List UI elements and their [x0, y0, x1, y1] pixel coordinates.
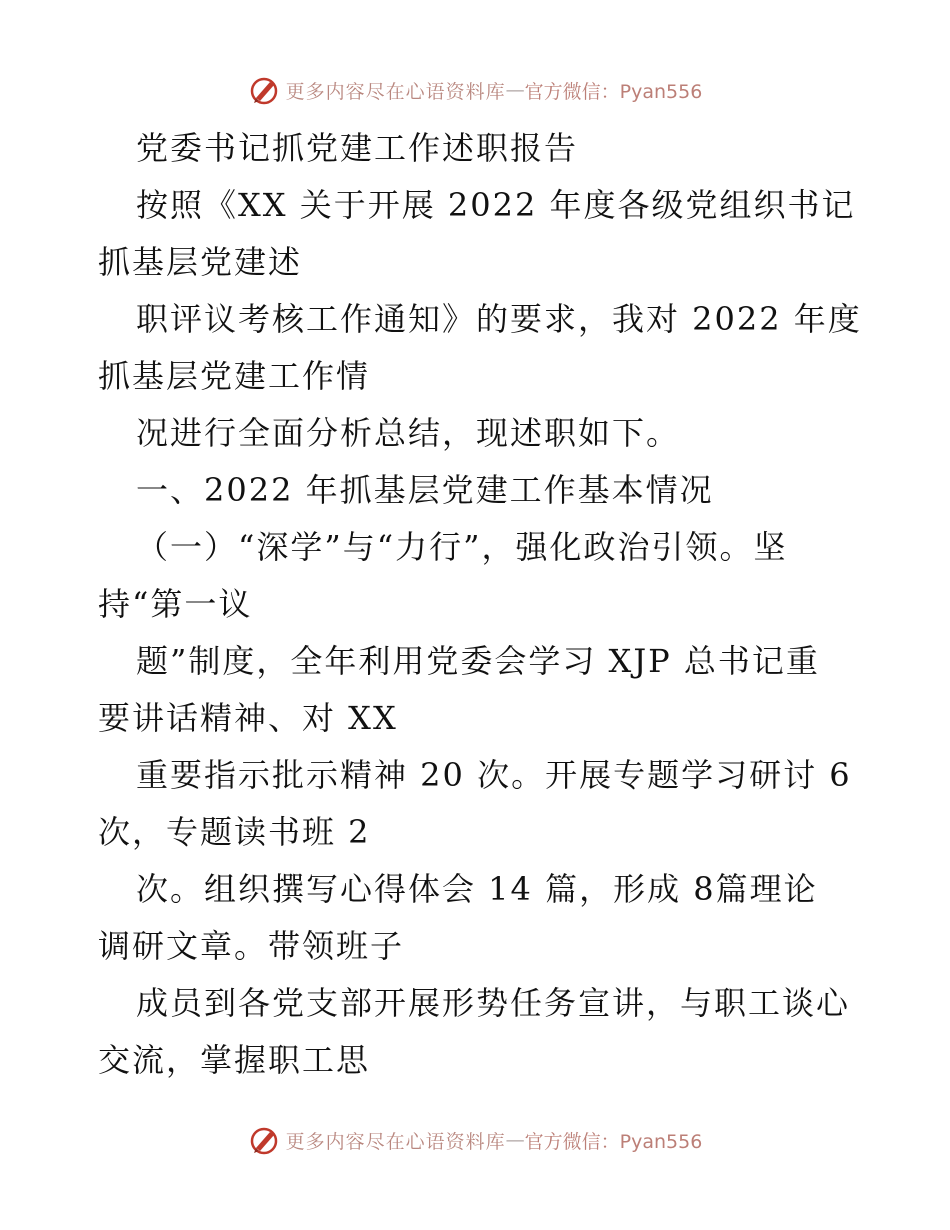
document-line: 抓基层党建述	[98, 243, 303, 281]
document-line: 次，专题读书班 2	[98, 813, 371, 851]
header-watermark-banner	[0, 70, 950, 110]
footer-banner-text: 更多内容尽在心语资料库	[285, 1130, 506, 1153]
document-line: 要讲话精神、对 XX	[98, 699, 398, 737]
footer-banner-wechat: 官方微信：Pyan556	[524, 1130, 703, 1153]
document-line: 按照《XX 关于开展 2022 年度各级党组织书记	[136, 186, 856, 224]
document-line: 职评议考核工作通知》的要求，我对 2022 年度	[136, 300, 862, 338]
document-line: 一、2022 年抓基层党建工作基本情况	[136, 471, 714, 509]
document-line: 抓基层党建工作情	[98, 357, 371, 395]
footer-watermark-banner	[0, 1120, 950, 1160]
document-line: 题”制度，全年利用党委会学习 XJP 总书记重	[136, 642, 820, 680]
document-line: 重要指示批示精神 20 次。开展专题学习研讨 6	[136, 756, 852, 794]
document-line: 况进行全面分析总结，现述职如下。	[136, 414, 681, 452]
document-line: 交流，掌握职工思	[98, 1041, 371, 1079]
pen-logo-icon	[248, 1124, 280, 1156]
document-body	[98, 120, 862, 1089]
footer-banner-separator: —	[505, 1129, 525, 1151]
document-line: 持“第一议	[98, 585, 253, 623]
document-line: （一）“深学”与“力行”，强化政治引领。坚	[136, 528, 788, 566]
header-banner-wechat: 官方微信：Pyan556	[524, 80, 703, 103]
document-line: 成员到各党支部开展形势任务宣讲，与职工谈心	[136, 984, 851, 1022]
header-banner-text: 更多内容尽在心语资料库	[285, 80, 506, 103]
document-line: 党委书记抓党建工作述职报告	[136, 129, 579, 167]
document-line: 调研文章。带领班子	[98, 927, 405, 965]
header-banner-separator: —	[505, 79, 525, 101]
document-line: 次。组织撰写心得体会 14 篇，形成 8篇理论	[136, 870, 818, 908]
pen-logo-icon	[248, 74, 280, 106]
